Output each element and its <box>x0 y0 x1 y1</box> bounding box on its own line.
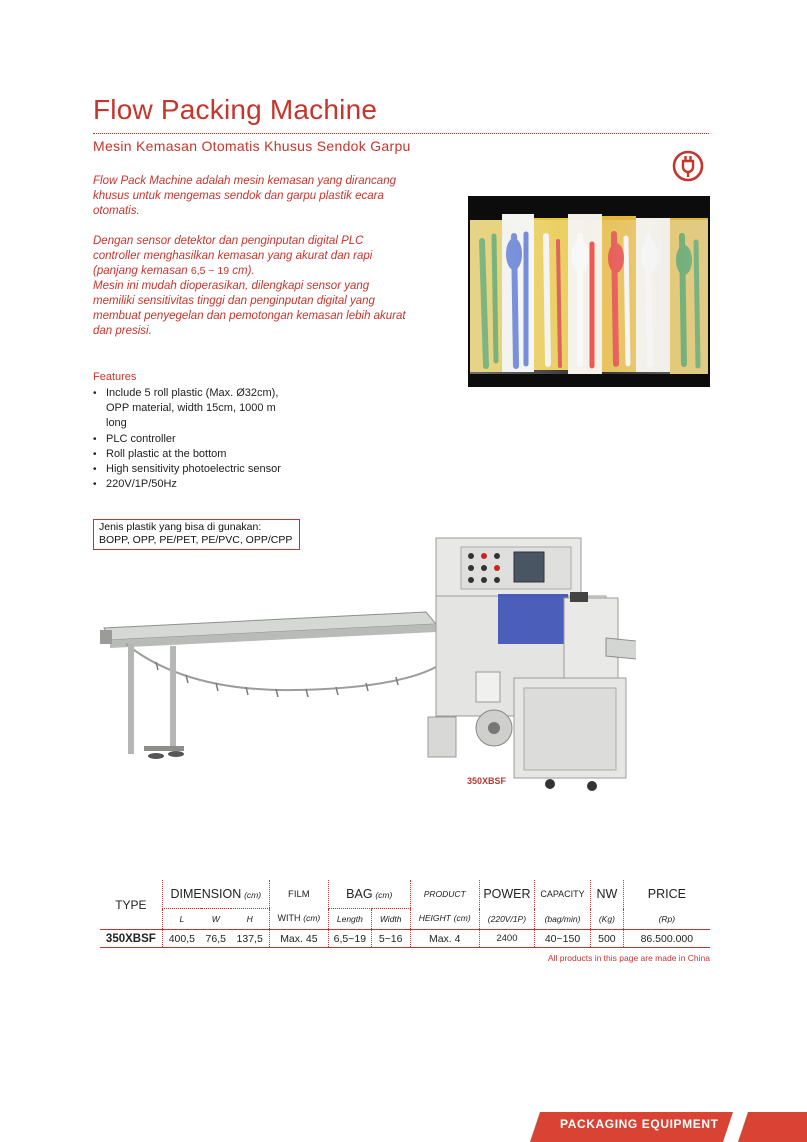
col-dim-w: W <box>201 909 231 930</box>
list-item: • High sensitivity photoelectric sensor <box>93 462 283 477</box>
list-item: • PLC controller <box>93 432 283 447</box>
col-dimension-unit: (cm) <box>244 890 262 900</box>
intro-detail-tail: Mesin ini mudah dioperasikan, dilengkapi sensor yang memiliki sensitivitas tinggi dan penginputan digital yang membuat penyegelan dan pemotongan kemasan lebih akurat dan presisi. <box>93 280 406 337</box>
cell-h: 137,5 <box>231 930 270 948</box>
col-film-unit: (cm) <box>303 913 321 924</box>
col-price: PRICE <box>623 880 710 909</box>
title-divider <box>93 133 709 134</box>
col-product-sub <box>410 909 479 930</box>
col-capacity: CAPACITY <box>534 880 590 909</box>
plastic-types-box <box>93 519 300 550</box>
col-product-unit: (cm) <box>453 913 471 924</box>
bag-length-unit: cm). <box>229 265 255 277</box>
cell-product-height: Max. 4 <box>410 930 479 948</box>
machine-model-label: 350XBSF <box>467 776 507 786</box>
intro-paragraph: Flow Pack Machine adalah mesin kemasan yang dirancang khusus untuk mengemas sendok dan garpu plastik ecara otomatis. <box>93 175 396 217</box>
cell-bag-width: 5~16 <box>371 930 410 948</box>
power-plug-icon <box>672 150 704 182</box>
page-subtitle: Mesin Kemasan Otomatis Khusus Sendok Garpu <box>93 138 411 154</box>
origin-note: All products in this page are made in China <box>547 953 710 963</box>
col-nw-unit: (Kg) <box>591 909 624 930</box>
footer-section-label: PACKAGING EQUIPMENT <box>560 1117 719 1131</box>
features-heading: Features <box>93 371 137 383</box>
packed-cutlery-image <box>468 196 710 387</box>
bag-length-range: 6,5 ~ 19 <box>190 265 230 277</box>
cell-price: 86.500.000 <box>623 930 710 948</box>
plastic-types-heading: Jenis plastik yang bisa di gunakan: <box>99 521 262 533</box>
cell-w: 76,5 <box>201 930 231 948</box>
col-dimension-label: DIMENSION <box>170 887 242 901</box>
machine-illustration <box>96 532 636 794</box>
col-bag-width: Width <box>371 909 410 930</box>
col-film-sub-label: WITH <box>277 913 301 924</box>
col-type: TYPE <box>100 880 162 930</box>
col-power: POWER <box>479 880 534 909</box>
col-film-sub <box>269 909 328 930</box>
plastic-types-list: BOPP, OPP, PE/PET, PE/PVC, OPP/CPP <box>99 534 293 546</box>
spec-table <box>100 880 710 948</box>
table-row <box>100 930 710 948</box>
list-item: • 220V/1P/50Hz <box>93 477 283 492</box>
list-item: • Include 5 roll plastic (Max. Ø32cm), OPP material, width 15cm, 1000 m long <box>93 386 283 432</box>
page-title: Flow Packing Machine <box>93 94 378 125</box>
col-film: FILM <box>269 880 328 909</box>
col-bag-length: Length <box>328 909 371 930</box>
col-bag-label: BAG <box>346 887 373 901</box>
product-photo <box>468 196 710 387</box>
col-product: PRODUCT <box>410 880 479 909</box>
col-product-sub-label: HEIGHT <box>418 913 451 924</box>
col-power-unit: (220V/1P) <box>479 909 534 930</box>
cell-capacity: 40~150 <box>534 930 590 948</box>
features-list <box>93 386 283 492</box>
list-item: • Roll plastic at the bottom <box>93 447 283 462</box>
col-price-unit: (Rp) <box>623 909 710 930</box>
intro-detail-lead: Dengan sensor detektor dan penginputan digital PLC controller menghasilkan kemasan yang akurat dan rapi (panjang kemasan <box>93 235 373 277</box>
cell-film: Max. 45 <box>269 930 328 948</box>
col-capacity-unit: (bag/min) <box>534 909 590 930</box>
col-bag <box>328 880 410 909</box>
cell-l: 400,5 <box>162 930 201 948</box>
cell-nw: 500 <box>591 930 624 948</box>
cell-power: 2400 <box>479 930 534 948</box>
col-dimension <box>162 880 269 909</box>
cell-type: 350XBSF <box>100 930 162 948</box>
cell-bag-length: 6,5~19 <box>328 930 371 948</box>
col-dim-l: L <box>162 909 201 930</box>
col-bag-unit: (cm) <box>375 890 393 900</box>
intro-detail-paragraph <box>93 234 413 339</box>
col-dim-h: H <box>231 909 270 930</box>
col-nw: NW <box>591 880 624 909</box>
